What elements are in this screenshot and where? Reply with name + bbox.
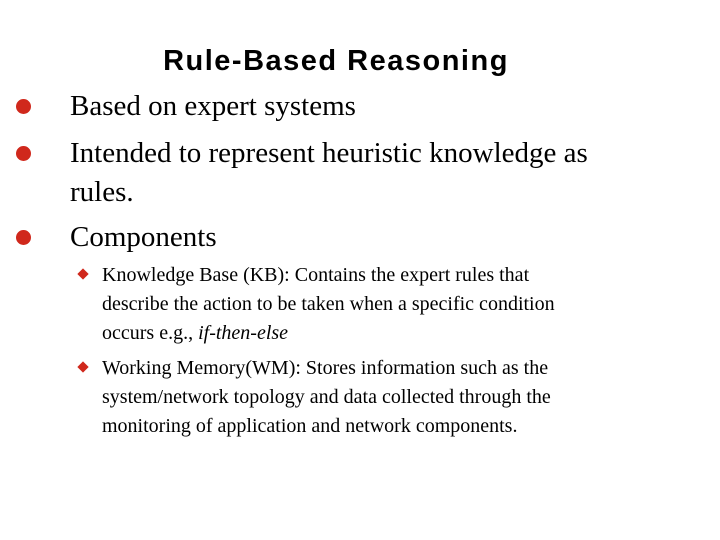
sub-bullet-italic-text: if-then-else bbox=[198, 322, 289, 344]
sub-bullet-text-line: Knowledge Base (KB): Contains the expert rules that bbox=[102, 264, 530, 286]
bullet-dot-icon bbox=[16, 99, 31, 114]
bullet-dot-icon bbox=[16, 146, 31, 161]
sub-bullet-item bbox=[102, 354, 662, 441]
diamond-bullet-icon bbox=[77, 361, 88, 372]
sub-bullet-text-line: Working Memory(WM): Stores information such as the bbox=[102, 357, 549, 379]
bullet-text: Based on expert systems bbox=[70, 90, 356, 122]
bullet-item bbox=[70, 134, 670, 212]
bullet-item bbox=[70, 87, 670, 126]
diamond-bullet-icon bbox=[77, 268, 88, 279]
sub-bullet-text-line: monitoring of application and network components. bbox=[102, 415, 518, 437]
bullet-text-line: Intended to represent heuristic knowledge as bbox=[70, 137, 588, 169]
sub-bullet-text-line: system/network topology and data collected through the bbox=[102, 386, 551, 408]
bullet-dot-icon bbox=[16, 230, 31, 245]
sub-bullet-item bbox=[102, 261, 662, 348]
bullet-item bbox=[70, 218, 670, 257]
sub-bullet-text-line bbox=[102, 319, 662, 348]
sub-bullet-text-line: describe the action to be taken when a specific condition bbox=[102, 293, 555, 315]
slide-title: Rule-Based Reasoning bbox=[163, 45, 509, 77]
sub-bullet-text-prefix: occurs e.g., bbox=[102, 322, 199, 344]
bullet-text: Components bbox=[70, 221, 217, 253]
bullet-text-line: rules. bbox=[70, 176, 134, 208]
